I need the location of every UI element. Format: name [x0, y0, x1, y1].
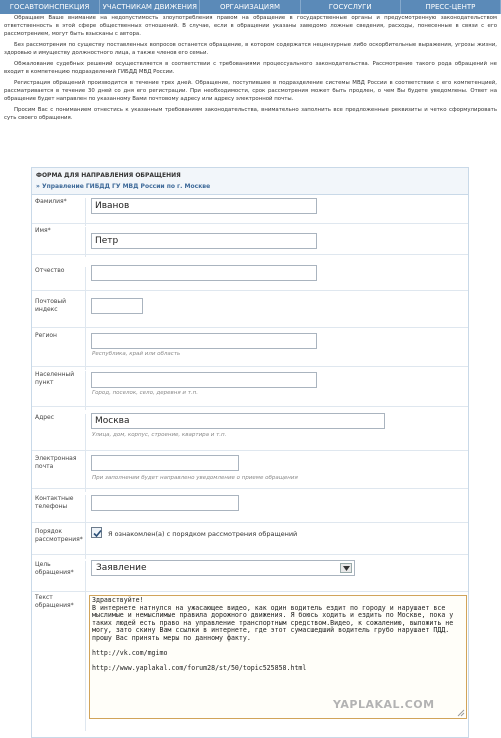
patronymic-label: Отчество [34, 267, 86, 302]
row-patronymic [32, 255, 468, 291]
patronymic-input[interactable] [91, 265, 317, 281]
surname-label: Фамилия* [34, 198, 86, 226]
row-address [32, 407, 468, 451]
phone-input[interactable] [91, 495, 239, 511]
message-label: Текст обращения* [34, 594, 86, 731]
intro-paragraph-5: Просим Вас с пониманием отнестись к указанным требованиям законодательства, внимательно заполнить все предложенные реквизиты и четко сформулировать суть своего обращения. [4, 107, 497, 121]
address-input[interactable] [91, 413, 385, 429]
chevron-down-icon[interactable] [340, 563, 352, 573]
row-region [32, 328, 468, 367]
procedure-label: Порядок рассмотрения* [34, 528, 86, 559]
row-postcode [32, 291, 468, 328]
row-email [32, 451, 468, 489]
row-procedure [32, 523, 468, 555]
address-hint: Улица, дом, корпус, строение, квартира и т.п. [92, 432, 227, 438]
intro-paragraph-1: Обращаем Ваше внимание на недопустимость злоупотребления правом на обращение в государственные органы и предусмотренную законодательством ответственность в этой сфере общественных отношений. В случае, если в обращении указаны заведомо ложные сведения, расходы, понесенные в связи с его рассмотрением, могут быть взысканы с автора. [4, 15, 497, 37]
locality-input[interactable] [91, 372, 317, 388]
locality-hint: Город, поселок, село, деревня и т.п. [92, 390, 199, 396]
region-input[interactable] [91, 333, 317, 349]
locality-label: Населенный пункт [34, 371, 86, 410]
region-hint: Республика, край или область [92, 351, 181, 357]
form-title: ФОРМА ДЛЯ НАПРАВЛЕНИЯ ОБРАЩЕНИЯ [36, 172, 181, 179]
row-locality [32, 367, 468, 407]
nav-item-organizations[interactable]: ОРГАНИЗАЦИЯМ [200, 0, 300, 14]
intro-paragraph-4: Регистрация обращений производится в течение трех дней. Обращение, поступившее в подразделение системы МВД России в соответствии с его компетенцией, рассматривается в течение 30 дней со дня его регистрации. При необходимости, срок рассмотрения может быть продлен, о чем Вы будете уведомлены. Ответ на обращение будет направлен по указанному Вами почтовому адресу или адресу электронной почты. [4, 80, 497, 102]
surname-input[interactable] [91, 198, 317, 214]
email-label: Электронная почта [34, 455, 86, 492]
checkmark-icon [92, 528, 103, 539]
nav-item-press-center[interactable]: ПРЕСС-ЦЕНТР [401, 0, 501, 14]
procedure-text: Я ознакомлен(а) с порядком рассмотрения обращений [108, 530, 298, 538]
procedure-checkbox[interactable] [91, 527, 102, 538]
intro-text [4, 14, 497, 125]
phone-label: Контактные телефоны [34, 495, 86, 528]
nav-item-gosavtoinspekciya[interactable]: ГОСАВТОИНСПЕКЦИЯ [0, 0, 100, 14]
appeal-form [31, 167, 469, 738]
site-watermark: YAPLAKAL.COM [333, 698, 435, 711]
nav-item-road-users[interactable]: УЧАСТНИКАМ ДВИЖЕНИЯ [100, 0, 200, 14]
intro-paragraph-2: Без рассмотрения по существу поставленных вопросов останется обращение, в котором содержатся нецензурные либо оскорбительные выражения, угрозы жизни, здоровью и имуществу должностного лица, а также членов его семьи. [4, 42, 497, 56]
resize-grip-icon[interactable] [457, 709, 465, 717]
row-surname [32, 195, 468, 224]
postcode-input[interactable] [91, 298, 143, 314]
email-input[interactable] [91, 455, 239, 471]
postcode-label: Почтовый индекс [34, 298, 86, 334]
region-label: Регион [34, 332, 86, 370]
nav-item-gosuslugi[interactable]: ГОСУСЛУГИ [301, 0, 401, 14]
purpose-label: Цель обращения* [34, 561, 86, 597]
form-recipient-link[interactable]: » Управление ГИБДД ГУ МВД России по г. Москве [36, 183, 211, 190]
purpose-select[interactable] [91, 560, 355, 576]
row-name [32, 224, 468, 255]
purpose-selected-value: Заявление [96, 563, 147, 573]
address-label: Адрес [34, 414, 86, 457]
form-header [32, 168, 468, 195]
email-hint: При заполнении будет направлено уведомление о приеме обращения [92, 475, 298, 481]
name-label: Имя* [34, 227, 86, 257]
message-textarea[interactable]: Здравствуйте! В интернете натнулся на ужасающее видео, как один водитель ездит по городу и нарушает все мыслимые и немыслимые правила дорожного движения. Я боюсь ходить и ездить по Москве, пока у таких людей есть право на управление транспортным средством.Видео, к сожалению, выложить не могу, зато скину Вам ссылки в интернете, где этот сумасшедший водитель грубо нарушает ПДД. прошу Вас принять меры по данному факту. http://vk.com/mgimo http://www.yaplakal.com/forum28/st/50/topic525858.html [89, 595, 467, 719]
intro-paragraph-3: Обжалование судебных решений осуществляется в соответствии с требованиями процессуального законодательства. Рассмотрение такого рода обращений не входит в компетенцию подразделений ГИБДД МВД России. [4, 61, 497, 75]
top-navigation [0, 0, 501, 14]
row-purpose [32, 555, 468, 592]
row-phone [32, 489, 468, 523]
name-input[interactable] [91, 233, 317, 249]
